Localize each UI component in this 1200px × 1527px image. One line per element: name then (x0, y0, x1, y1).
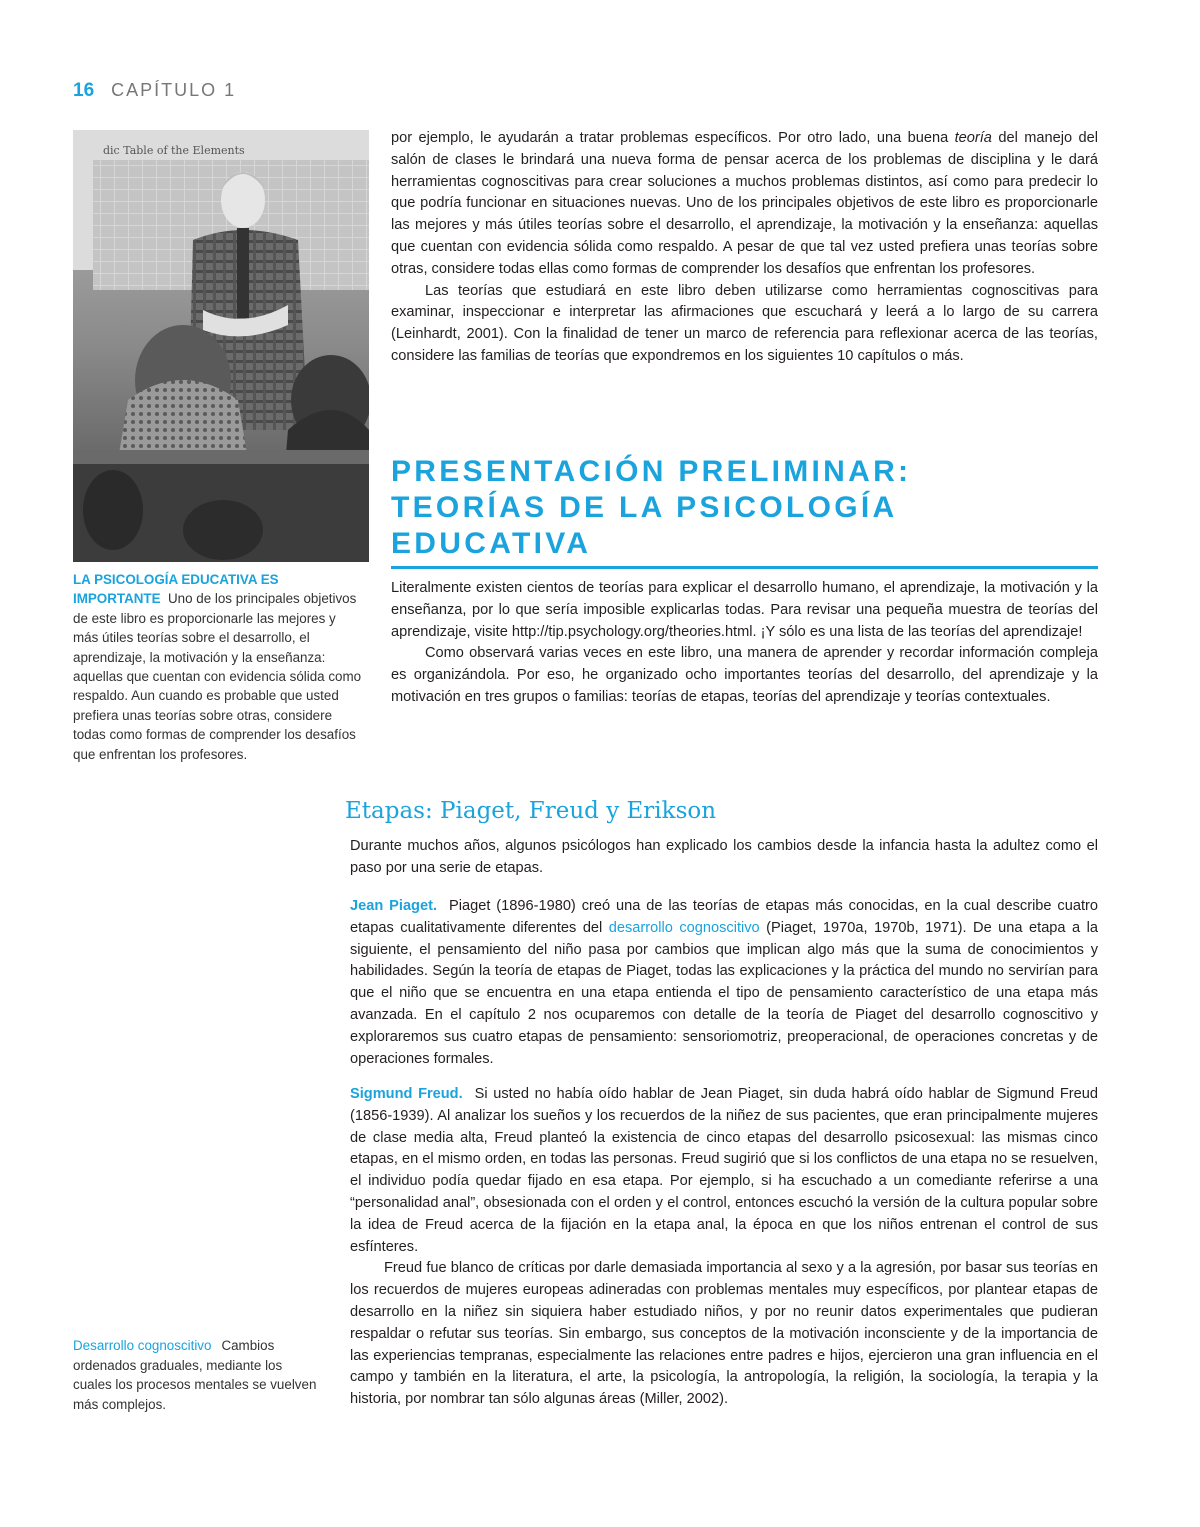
section-heading: PRESENTACIÓN PRELIMINAR: TEORÍAS DE LA PSICOLOGÍA EDUCATIVA (391, 454, 1098, 569)
section-paragraph-1: Literalmente existen cientos de teorías para explicar el desarrollo humano, el aprendizaje, la motivación y la enseñanza, por lo que sería imposible explicarlas todas. Para revisar una pequeña muestra de teorías del aprendizaje, visite http://tip.psychology.org/theories.html. ¡Y sólo es una lista de las teorías del aprendizaje! (391, 580, 1098, 640)
subsection-heading: Etapas: Piaget, Freud y Erikson (345, 798, 717, 824)
freud-paragraph-2: Freud fue blanco de críticas por darle demasiada importancia al sexo y a la agresión, por basar sus teorías en los recuerdos de mujeres europeas adineradas con problemas mentales muy específicos, por plantear etapas de desarrollo en la niñez sin siquiera haber estudiado niños, y por no reunir datos experimentales que pudieran respaldar o refutar sus teorías. Sin embargo, sus conceptos de la motivación inconsciente y de la importancia de las experiencias tempranas, especialmente las relaciones entre padres e hijos, ejercieron una gran influencia en el campo y también en la literatura, el arte, la psicología, la antropología, la religión, la sociología, la terapia y la historia, por nombrar tan sólo algunas áreas (Miller, 2002). (350, 1260, 1098, 1408)
subsection-intro: Durante muchos años, algunos psicólogos han explicado los cambios desde la infancia hasta la adultez como el paso por una serie de etapas. (350, 838, 1098, 876)
piaget-paragraph: Jean Piaget. Piaget (1896-1980) creó una de las teorías de etapas más conocidas, en la cual describe cuatro etapas cualitativamente diferentes del desarrollo cognoscitivo (Piaget, 1970a, 1970b, 1971). De una etapa a la siguiente, el pensamiento del niño pasa por cambios que implican algo más que la suma de conocimientos y habilidades. Según la teoría de etapas de Piaget, todas las explicaciones y la práctica del mundo no servirían para que el niño que se encuentra en una etapa entienda el tipo de pensamiento característico de una etapa más avanzada. En el capítulo 2 nos ocuparemos con detalle de la teoría de Piaget del desarrollo cognoscitivo y exploraremos sus cuatro etapas de pensamiento: sensoriomotriz, preoperacional, de operaciones concretas y de operaciones formales. (350, 898, 1098, 1067)
intro-paragraph-2: Las teorías que estudiará en este libro deben utilizarse como herramientas cognoscitivas para examinar, inspeccionar e interpretar las afirmaciones que escuchará y leerá a lo largo de su carrera (Leinhardt, 2001). Con la finalidad de tener un marco de referencia para reflexionar acerca de las teorías, considere las familias de teorías que expondremos en los siguientes 10 capítulos o más. (391, 282, 1098, 364)
freud-run-in-head: Sigmund Freud. (350, 1086, 463, 1102)
section-paragraph-2: Como observará varias veces en este libro, una manera de aprender y recordar información compleja es organizándola. Por eso, he organizado ocho importantes teorías del desarrollo, del aprendizaje y la motivación en tres grupos o familias: teorías de etapas, teorías del aprendizaje y teorías contextuales. (391, 645, 1098, 705)
intro-text (391, 128, 1098, 368)
section-text (391, 578, 1098, 709)
freud-paragraphs: Sigmund Freud. Si usted no había oído hablar de Jean Piaget, sin duda habrá oído hablar de Sigmund Freud (1856-1939). Al analizar los sueños y los recuerdos de la niñez de sus pacientes, que eran principalmente mujeres de clase media alta, Freud planteó la existencia de cinco etapas del desarrollo psicosexual: las mismas cinco etapas, en el mismo orden, en todas las personas. Freud sugirió que si los conflictos de una etapa no se resuelven, el individuo podía quedar fijado en esa etapa. Por ejemplo, si ha escuchado a un comediante referirse a una “personalidad anal”, obsesionada con el orden y el control, entonces escuchó la versión de la cultura popular sobre la idea de Freud acerca de la fijación en la etapa anal, la época en que los niños entrenan el control de sus esfínteres. Freud fue blanco de críticas por darle demasiada importancia al sexo y a la agresión, por basar sus teorías en los recuerdos de mujeres europeas adineradas con problemas mentales muy específicos, por plantear etapas de desarrollo en la niñez sin siquiera haber estudiado niños, y por no reunir datos experimentales que pudieran respaldar o refutar sus teorías. Sin embargo, sus conceptos de la motivación inconsciente y de la importancia de las experiencias tempranas, especialmente las relaciones entre padres e hijos, ejercieron una gran influencia en el campo y también en la literatura, el arte, la psicología, la antropología, la religión, la sociología, la terapia y la historia, por nombrar tan sólo algunas áreas (Miller, 2002). (350, 1084, 1098, 1411)
photo-caption (73, 570, 363, 764)
glossary-definition: Cambios ordenados graduales, mediante los cuales los procesos mentales se vuelven más complejos. (73, 1338, 317, 1412)
caption-lead: LA PSICOLOGÍA EDUCATIVA ES IMPORTANTE (73, 572, 279, 607)
glossary-box (73, 1336, 323, 1414)
classroom-photo (73, 130, 369, 562)
piaget-run-in-head: Jean Piaget. (350, 898, 438, 914)
caption-body: Uno de los principales objetivos de este libro es proporcionarle las mejores y más útiles teorías sobre el desarrollo, el aprendizaje, la motivación y la enseñanza: aquellas que cuentan con evidencia sólida como respaldo. Aun cuando es probable que usted prefiera unas teorías sobre otras, considere todas como formas de comprender los desafíos que enfrentan los profesores. (73, 591, 362, 762)
glossary-term: Desarrollo cognoscitivo (73, 1338, 212, 1353)
running-header (73, 80, 236, 102)
board-text: dic Table of the Elements (103, 144, 245, 157)
glossary-link[interactable]: desarrollo cognoscitivo (608, 919, 760, 936)
page-number: 16 (73, 80, 95, 101)
chapter-label: CAPÍTULO 1 (111, 80, 237, 100)
intro-paragraph-1: por ejemplo, le ayudarán a tratar problemas específicos. Por otro lado, una buena teoría del manejo del salón de clases le brindará una nueva forma de pensar acerca de los problemas de disciplina y le dará herramientas cognoscitivas para crear soluciones a muchos problemas distintos, así como para predecir lo que podría funcionar en situaciones nuevas. Uno de los principales objetivos de este libro es proporcionarle las mejores y más útiles teorías sobre el desarrollo, el aprendizaje, la motivación y la enseñanza: aquellas que cuentan con evidencia sólida como respaldo. A pesar de que tal vez usted prefiera unas teorías sobre otras, considere todas ellas como formas de comprender los desafíos que enfrentan los profesores. (391, 130, 1098, 277)
